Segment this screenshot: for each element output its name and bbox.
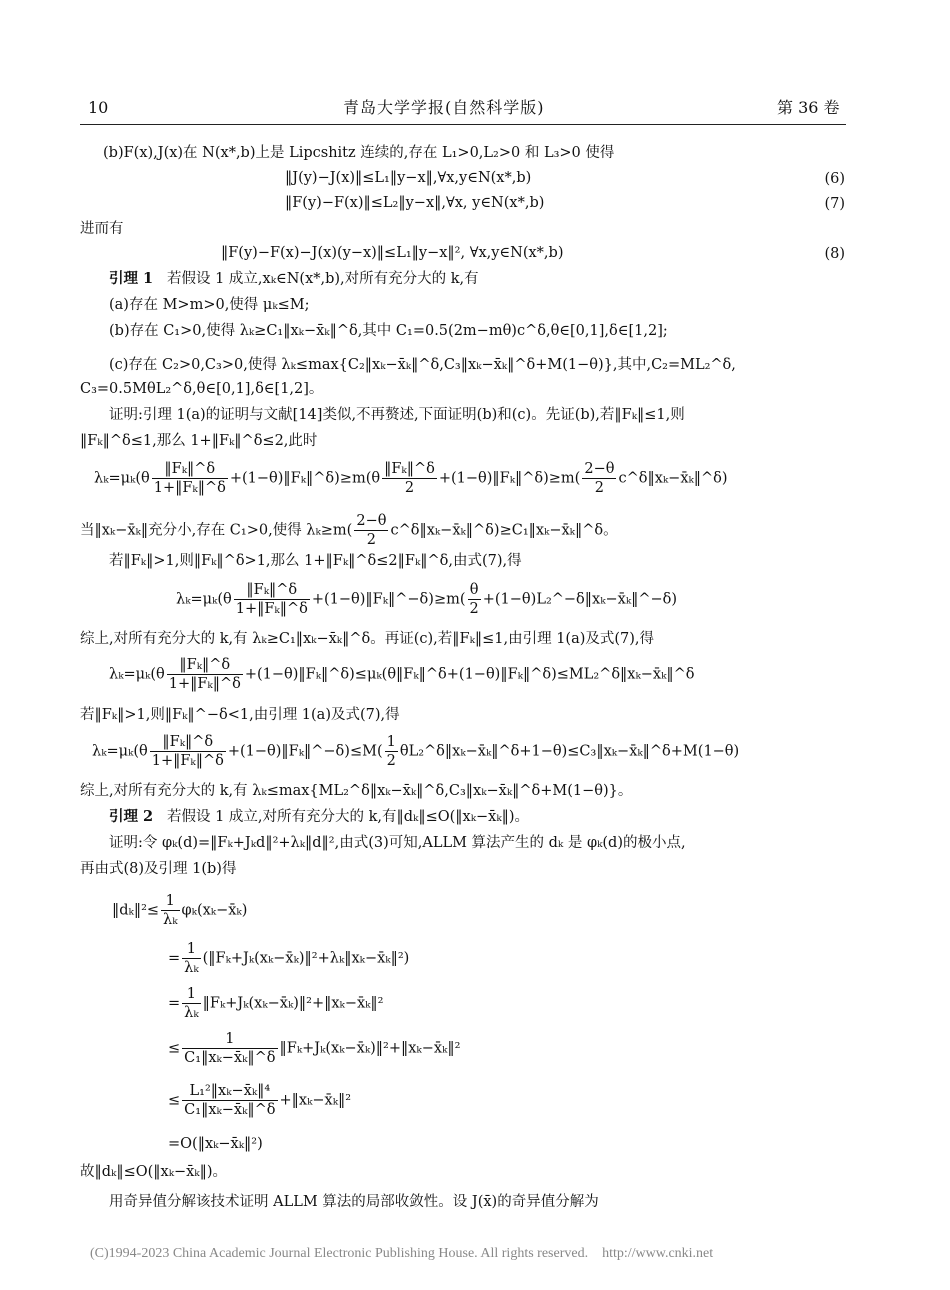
- eqA-mid1: +(1−θ)‖Fₖ‖^δ)≥m(θ: [229, 470, 381, 487]
- lemma1-text: 若假设 1 成立,xₖ∈N(x*,b),对所有充分大的 k,有: [166, 271, 479, 287]
- case-norm-greater-one: 若‖Fₖ‖>1,则‖Fₖ‖^δ>1,那么 1+‖Fₖ‖^δ≤2‖Fₖ‖^δ,由式(7),得: [109, 553, 522, 569]
- chain5-rhs: +‖xₖ−x̄ₖ‖²: [279, 1092, 352, 1109]
- lemma1-part-c-line1: (c)存在 C₂>0,C₃>0,使得 λₖ≤max{C₂‖xₖ−x̄ₖ‖^δ,C₃‖xₖ−x̄ₖ‖^δ+M(1−θ)},其中,C₂=ML₂^δ,: [109, 357, 736, 373]
- copyright-footer: [90, 1247, 713, 1261]
- lemma2-label: 引理 2: [109, 808, 154, 825]
- chain2-rhs: (‖Fₖ+Jₖ(xₖ−x̄ₖ)‖²+λₖ‖xₖ−x̄ₖ‖²): [202, 950, 410, 967]
- svd-intro: 用奇异值分解该技术证明 ALLM 算法的局部收敛性。设 J(x̄)的奇异值分解为: [109, 1194, 599, 1210]
- eqE-lhs: λₖ=μₖ(θ: [92, 743, 148, 760]
- eqC-mid1: +(1−θ)‖Fₖ‖^−δ)≥m(: [311, 591, 466, 608]
- equation-6: ‖J(y)−J(x)‖≤L₁‖y−x‖,∀x,y∈N(x*,b): [285, 170, 532, 186]
- chain1-rhs: φₖ(xₖ−x̄ₖ): [181, 902, 248, 919]
- volume-label: 第 36 卷: [777, 98, 840, 117]
- eqA-mid3: c^δ‖xₖ−x̄ₖ‖^δ): [618, 470, 728, 487]
- chain1-lhs: ‖dₖ‖²≤: [112, 902, 160, 919]
- proof2-line1: 证明:令 φₖ(d)=‖Fₖ+Jₖd‖²+λₖ‖d‖²,由式(3)可知,ALLM 算法产生的 dₖ 是 φₖ(d)的极小点,: [109, 835, 686, 851]
- eqC-frac1: [234, 581, 310, 618]
- summary-lower-bound: 综上,对所有充分大的 k,有 λₖ≥C₁‖xₖ−x̄ₖ‖^δ。再证(c),若‖Fₖ‖≤1,由引理 1(a)及式(7),得: [80, 631, 655, 647]
- eqC-frac2: [468, 581, 481, 618]
- chain5-frac: [182, 1082, 277, 1119]
- then-have: 进而有: [80, 221, 124, 237]
- eqE-frac1: [150, 733, 226, 770]
- page-number: 10: [88, 98, 109, 117]
- eqE-frac2: [385, 733, 398, 770]
- equation-8-number: (8): [824, 246, 845, 262]
- eqD-lhs: λₖ=μₖ(θ: [109, 666, 165, 683]
- equation-lambda-bound-1: [94, 460, 728, 497]
- chain3-rhs: ‖Fₖ+Jₖ(xₖ−x̄ₖ)‖²+‖xₖ−x̄ₖ‖²: [202, 995, 384, 1012]
- proof2-line2: 再由式(8)及引理 1(b)得: [80, 861, 237, 877]
- chain-step-5: [168, 1082, 351, 1119]
- eqE-num2: 1: [386, 734, 396, 750]
- chain2-den: λₖ: [184, 960, 199, 977]
- chain2-lhs: =: [168, 950, 181, 967]
- lemma1-part-b: (b)存在 C₁>0,使得 λₖ≥C₁‖xₖ−x̄ₖ‖^δ,其中 C₁=0.5(2m−mθ)c^δ,θ∈[0,1],δ∈[1,2];: [109, 323, 668, 339]
- eqA-den1: 1+‖Fₖ‖^δ: [153, 480, 226, 497]
- chain4-rhs: ‖Fₖ+Jₖ(xₖ−x̄ₖ)‖²+‖xₖ−x̄ₖ‖²: [279, 1040, 461, 1057]
- chain5-den: C₁‖xₖ−x̄ₖ‖^δ: [184, 1102, 276, 1119]
- eqA-den2: 2: [382, 478, 437, 497]
- eqA-lhs: λₖ=μₖ(θ: [94, 470, 150, 487]
- chain-step-6: =O(‖xₖ−x̄ₖ‖²): [168, 1136, 263, 1152]
- journal-title: 青岛大学学报(自然科学版): [343, 98, 545, 117]
- chain2-frac: [182, 940, 200, 977]
- chain4-den: C₁‖xₖ−x̄ₖ‖^δ: [184, 1050, 276, 1067]
- eqC-mid2: +(1−θ)L₂^−δ‖xₖ−x̄ₖ‖^−δ): [482, 591, 678, 608]
- eqC-lhs: λₖ=μₖ(θ: [176, 591, 232, 608]
- eqD-num1: ‖Fₖ‖^δ: [179, 657, 231, 673]
- eqA-num2: ‖Fₖ‖^δ: [384, 461, 435, 477]
- chain-step-3: [168, 985, 384, 1022]
- lemma2-statement: [109, 810, 529, 825]
- equation-lambda-bound-3: [176, 581, 677, 618]
- eqD-frac1: [167, 656, 243, 693]
- chain4-num: 1: [225, 1031, 235, 1047]
- chain4-lhs: ≤: [168, 1040, 181, 1057]
- chain-step-4: [168, 1030, 460, 1067]
- proof1-line2: ‖Fₖ‖^δ≤1,那么 1+‖Fₖ‖^δ≤2,此时: [80, 433, 318, 449]
- equation-lambda-upper-1: [109, 656, 695, 693]
- equation-lambda-bound-2: [80, 512, 618, 549]
- eqE-den1: 1+‖Fₖ‖^δ: [151, 753, 224, 770]
- summary-upper-bound: 综上,对所有充分大的 k,有 λₖ≤max{ML₂^δ‖xₖ−x̄ₖ‖^δ,C₃‖xₖ−x̄ₖ‖^δ+M(1−θ)}。: [80, 783, 633, 799]
- eqA-frac1: [152, 460, 228, 497]
- eqA-den3: 2: [582, 478, 616, 497]
- eqE-den2: 2: [386, 753, 396, 770]
- eqB-lhs: 当‖xₖ−x̄ₖ‖充分小,存在 C₁>0,使得 λₖ≥m(: [80, 522, 353, 539]
- eqA-mid2: +(1−θ)‖Fₖ‖^δ)≥m(: [438, 470, 581, 487]
- chain5-lhs: ≤: [168, 1092, 181, 1109]
- chain1-num: 1: [165, 893, 175, 909]
- equation-lambda-upper-2: [92, 733, 739, 770]
- chain4-frac: [182, 1030, 277, 1067]
- eqC-num2: θ: [469, 582, 479, 598]
- lemma1-statement: [109, 272, 479, 287]
- case-inverse-norm: 若‖Fₖ‖>1,则‖Fₖ‖^−δ<1,由引理 1(a)及式(7),得: [80, 707, 400, 723]
- chain-step-2: [168, 940, 409, 977]
- eqB-num: 2−θ: [356, 513, 387, 529]
- lemma2-text: 若假设 1 成立,对所有充分大的 k,有‖dₖ‖≤O(‖xₖ−x̄ₖ‖)。: [166, 809, 530, 825]
- chain3-den: λₖ: [184, 1005, 199, 1022]
- lemma1-part-c-line2: C₃=0.5MθL₂^δ,θ∈[0,1],δ∈[1,2]。: [80, 381, 324, 397]
- eqA-num1: ‖Fₖ‖^δ: [164, 461, 216, 477]
- copyright-text: (C)1994-2023 China Academic Journal Electronic Publishing House. All rights reserved.: [90, 1246, 589, 1261]
- eqE-mid1: +(1−θ)‖Fₖ‖^−δ)≤M(: [227, 743, 383, 760]
- eqB-den: 2: [354, 530, 388, 549]
- equation-6-number: (6): [824, 171, 845, 187]
- lipschitz-condition: (b)F(x),J(x)在 N(x*,b)上是 Lipcshitz 连续的,存在 L₁>0,L₂>0 和 L₃>0 使得: [103, 145, 615, 161]
- equation-7-number: (7): [824, 196, 845, 212]
- cnki-url: http://www.cnki.net: [602, 1246, 714, 1261]
- chain3-frac: [182, 985, 200, 1022]
- chain3-num: 1: [186, 986, 197, 1002]
- eqB-frac: [354, 512, 388, 549]
- lemma1-part-a: (a)存在 M>m>0,使得 μₖ≤M;: [109, 297, 310, 313]
- chain3-lhs: =: [168, 995, 181, 1012]
- lemma1-label: 引理 1: [109, 270, 154, 287]
- eqD-mid1: +(1−θ)‖Fₖ‖^δ)≤μₖ(θ‖Fₖ‖^δ+(1−θ)‖Fₖ‖^δ)≤ML₂^δ‖xₖ−x̄ₖ‖^δ: [244, 666, 695, 683]
- equation-7: ‖F(y)−F(x)‖≤L₂‖y−x‖,∀x, y∈N(x*,b): [285, 195, 545, 211]
- eqE-num1: ‖Fₖ‖^δ: [162, 734, 214, 750]
- eqB-rhs: c^δ‖xₖ−x̄ₖ‖^δ)≥C₁‖xₖ−x̄ₖ‖^δ。: [390, 522, 618, 539]
- eqA-num3: 2−θ: [584, 461, 615, 477]
- eqC-den1: 1+‖Fₖ‖^δ: [235, 601, 308, 618]
- eqC-den2: 2: [469, 601, 479, 618]
- eqA-frac2: [382, 460, 437, 497]
- chain2-num: 1: [186, 941, 197, 957]
- chain1-frac: [161, 892, 179, 929]
- eqD-den1: 1+‖Fₖ‖^δ: [168, 676, 241, 693]
- chain-step-1: [112, 892, 247, 929]
- eqE-mid2: θL₂^δ‖xₖ−x̄ₖ‖^δ+1−θ)≤C₃‖xₖ−x̄ₖ‖^δ+M(1−θ): [399, 743, 740, 760]
- lemma2-conclusion: 故‖dₖ‖≤O(‖xₖ−x̄ₖ‖)。: [80, 1164, 228, 1180]
- chain5-num: L₁²‖xₖ−x̄ₖ‖⁴: [189, 1083, 271, 1099]
- chain1-den: λₖ: [163, 912, 178, 929]
- eqA-frac3: [582, 460, 616, 497]
- equation-8: ‖F(y)−F(x)−J(x)(y−x)‖≤L₁‖y−x‖², ∀x,y∈N(x*,b): [221, 245, 564, 261]
- eqC-num1: ‖Fₖ‖^δ: [246, 582, 298, 598]
- proof1-line1: 证明:引理 1(a)的证明与文献[14]类似,不再赘述,下面证明(b)和(c)。先证(b),若‖Fₖ‖≤1,则: [109, 407, 685, 423]
- header-rule: [80, 124, 846, 125]
